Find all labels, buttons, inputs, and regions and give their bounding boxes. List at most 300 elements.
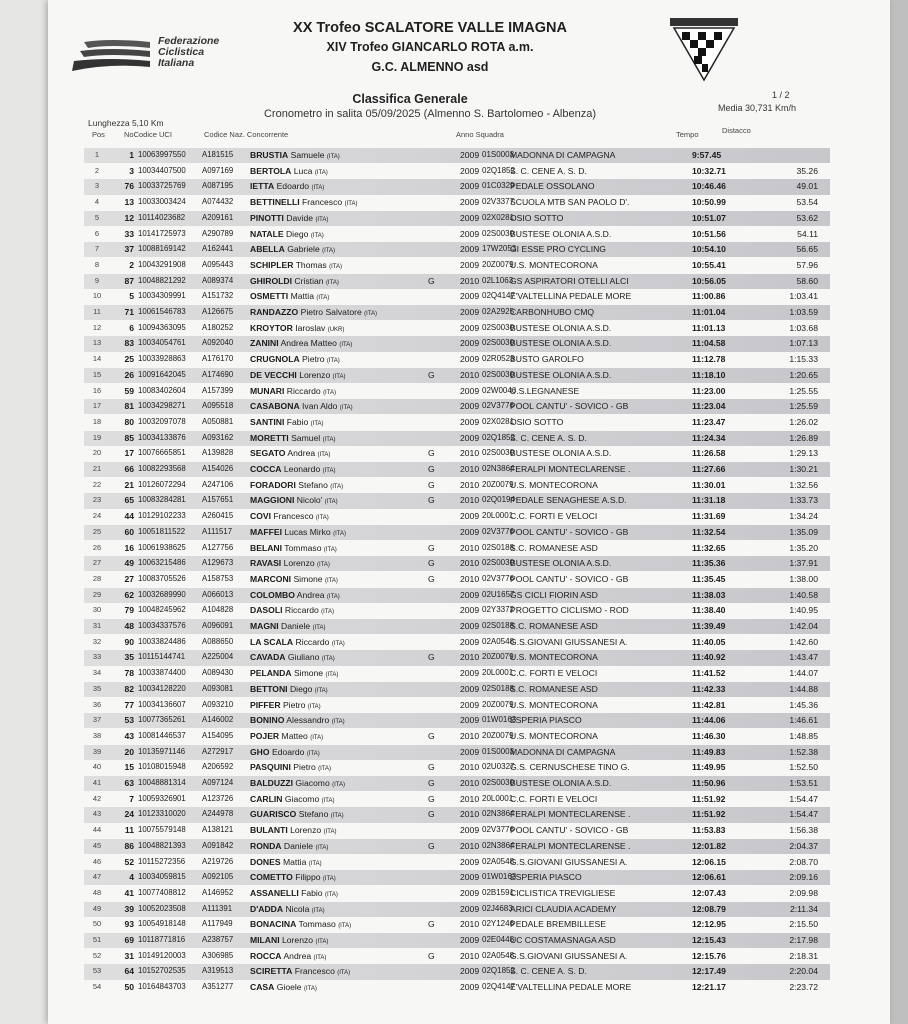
cell-uci-code: 10033874400: [138, 668, 186, 678]
cell-gap: 1:52.50: [789, 762, 818, 773]
table-row: [84, 839, 830, 854]
competitor-nationality: (ITA): [339, 342, 353, 349]
competitor-surname: BRUSTIA: [250, 150, 289, 160]
competitor-surname: POJER: [250, 730, 280, 741]
competitor-surname: MUNARI: [250, 385, 285, 396]
competitor-first-name: Iaroslav: [295, 322, 328, 333]
cell-competitor: [250, 857, 450, 867]
cell-year: 2009: [460, 244, 480, 255]
table-row: [84, 289, 830, 304]
cell-time: 10:46.46: [692, 181, 726, 192]
competitor-nationality: (ITA): [310, 420, 324, 427]
cell-position: 10: [92, 291, 102, 301]
cell-position: 9: [94, 275, 100, 285]
cell-gap: 1:03.68: [789, 322, 818, 333]
competitor-surname: ZANINI: [250, 338, 279, 349]
cell-team-code: 02V3776: [482, 401, 515, 411]
table-row: [84, 619, 830, 634]
table-row: [84, 179, 830, 194]
cell-national-code: A306985: [202, 950, 234, 960]
cell-time: 11:50.96: [692, 778, 726, 788]
cell-competitor: [250, 684, 450, 694]
cell-team-code: 02X0281: [482, 416, 515, 426]
cell-competitor: [250, 213, 450, 223]
cell-uci-code: 10054918148: [138, 919, 186, 929]
cell-time: 11:44.06: [692, 715, 726, 726]
competitor-first-name: Andrea: [296, 589, 327, 600]
cell-year: 2009: [460, 605, 480, 616]
cell-national-code: A093081: [202, 683, 234, 693]
cell-time: 11:42.33: [692, 683, 726, 694]
federation-line-1: Federazione: [158, 35, 220, 47]
table-row: [84, 807, 830, 822]
cell-position: 44: [92, 825, 102, 835]
cell-national-code: A093162: [202, 432, 234, 442]
table-row: [84, 760, 830, 775]
competitor-first-name: Lucas Mirko: [284, 526, 334, 537]
competitor-nationality: (ITA): [311, 907, 325, 914]
cell-time: 10:51.07: [692, 212, 726, 223]
competitor-first-name: Lorenzo: [283, 558, 318, 569]
cell-bib-number: 80: [124, 416, 134, 427]
competitor-surname: MILANI: [250, 935, 280, 945]
cell-national-code: A129673: [202, 558, 234, 568]
competitor-nationality: (ITA): [330, 813, 344, 820]
cell-time: 10:55.41: [692, 259, 726, 270]
cell-uci-code: 10135971146: [138, 746, 186, 756]
cell-national-code: A154095: [202, 730, 234, 740]
cell-bib-number: 6: [129, 322, 134, 333]
cell-year: 2009: [460, 401, 480, 412]
competitor-first-name: Nicola: [285, 903, 312, 914]
column-header-pos: Pos: [92, 130, 105, 139]
cell-competitor: [250, 794, 450, 804]
cell-position: 33: [92, 652, 102, 662]
cell-national-code: A066013: [202, 589, 234, 599]
competitor-nationality: (ITA): [303, 986, 317, 993]
cell-time: 12:06.15: [692, 856, 726, 867]
cell-year: 2009: [460, 354, 480, 365]
cell-team-code: 20Z0079: [482, 730, 514, 740]
cell-team-name: BUSTO GAROLFO: [510, 354, 584, 365]
cell-bib-number: 44: [124, 511, 134, 522]
cell-national-code: A154026: [202, 464, 234, 473]
cell-position: 22: [92, 479, 102, 489]
competitor-nationality: (ITA): [333, 530, 346, 537]
competitor-surname: CAVADA: [250, 652, 286, 663]
competitor-nationality: (ITA): [323, 829, 337, 836]
cell-uci-code: 10082293568: [138, 464, 186, 473]
cell-uci-code: 10152702535: [138, 966, 186, 976]
competitor-nationality: (ITA): [325, 279, 339, 286]
cell-category: G: [428, 464, 435, 474]
cell-team-name: BUSTESE OLONIA A.S.D.: [510, 369, 612, 380]
cell-bib-number: 35: [124, 652, 134, 663]
competitor-surname: RONDA: [250, 840, 282, 851]
competitor-nationality: (ITA): [316, 295, 330, 302]
column-header-year-team: Anno Squadra: [456, 130, 504, 139]
cell-gap: 1:32.56: [789, 479, 818, 490]
cell-competitor: [250, 197, 450, 207]
table-row: [84, 415, 830, 430]
cell-gap: 1:33.73: [789, 495, 818, 506]
cell-category: G: [428, 275, 435, 286]
cell-national-code: A260415: [202, 511, 234, 521]
cell-year: 2010: [460, 275, 480, 286]
cell-position: 37: [92, 715, 102, 725]
cell-bib-number: 81: [124, 401, 134, 412]
cell-gap: 2:17.98: [789, 935, 818, 945]
cell-bib-number: 27: [124, 573, 134, 584]
cell-competitor: [250, 495, 450, 505]
competitor-nationality: (ITA): [322, 468, 336, 474]
cell-uci-code: 10081446537: [138, 730, 186, 740]
competitor-nationality: (UKR): [327, 326, 345, 333]
cell-year: 2010: [460, 573, 480, 584]
cell-uci-code: 10034309991: [138, 291, 186, 301]
competitor-surname: GUARISCO: [250, 809, 297, 820]
cell-team-code: 02B1591: [482, 887, 515, 897]
competitor-surname: BALDUZZI: [250, 778, 293, 788]
competitor-surname: COCCA: [250, 464, 282, 474]
cell-year: 2009: [460, 416, 480, 427]
cell-team-code: 20L0001: [482, 793, 514, 803]
table-row: [84, 855, 830, 870]
cell-team-name: GI ESSE PRO CYCLING: [510, 244, 606, 255]
table-row: [84, 195, 830, 210]
cell-team-name: BUSTESE OLONIA A.S.D.: [510, 778, 612, 788]
cell-uci-code: 10034054761: [138, 338, 186, 348]
cell-team-code: 02Y1246: [482, 919, 515, 929]
cell-time: 12:01.82: [692, 840, 726, 851]
cell-position: 39: [92, 746, 102, 756]
cell-team-code: 20L0001: [482, 668, 514, 678]
competitor-surname: MAFFEI: [250, 526, 282, 537]
cell-year: 2009: [460, 511, 480, 522]
cell-time: 10:56.05: [692, 275, 726, 286]
cell-time: 9:57.45: [692, 150, 722, 160]
cell-competitor: [250, 433, 450, 443]
competitor-first-name: Riccardo: [284, 605, 322, 616]
cell-uci-code: 10108015948: [138, 762, 186, 772]
cell-team-code: 02R0523: [482, 354, 515, 364]
cell-competitor: [250, 668, 450, 678]
competitor-surname: BERTOLA: [250, 165, 292, 176]
table-row: [84, 980, 830, 995]
competitor-first-name: Davide: [286, 212, 316, 223]
cell-team-name: CICLISTICA TREVIGLIESE: [510, 887, 616, 898]
cell-team-name: MADONNA DI CAMPAGNA: [510, 150, 616, 160]
cell-uci-code: 10033824486: [138, 636, 186, 646]
competitor-surname: IETTA: [250, 181, 275, 192]
cell-gap: 54.11: [797, 228, 818, 239]
competitor-first-name: Ivan Aldo: [302, 401, 340, 412]
classification-title: Classifica Generale: [352, 92, 468, 106]
cell-team-name: POOL CANTU' - SOVICO - GB: [510, 825, 629, 836]
cell-team-code: 02S0030: [482, 369, 515, 379]
cell-gap: 57.96: [796, 259, 818, 270]
cell-time: 12:12.95: [692, 919, 726, 930]
table-row: [84, 509, 830, 524]
cell-national-code: A146002: [202, 715, 234, 725]
cell-bib-number: 39: [124, 903, 134, 914]
competitor-first-name: Diego: [285, 228, 311, 239]
cell-national-code: A089430: [202, 668, 234, 678]
cell-national-code: A146952: [202, 887, 234, 897]
cell-bib-number: 41: [124, 887, 134, 898]
cell-team-code: 01S0003: [482, 150, 515, 159]
table-row: [84, 525, 830, 540]
cell-team-name: UC COSTAMASNAGA ASD: [510, 935, 616, 945]
cell-team-name: ESPERIA PIASCO: [510, 715, 582, 726]
cell-year: 2009: [460, 165, 480, 176]
cell-competitor: [250, 747, 450, 757]
cell-position: 24: [92, 511, 102, 521]
competitor-first-name: Andrea: [287, 448, 318, 459]
cell-team-code: 17W2053: [482, 244, 517, 254]
cell-competitor: [250, 841, 450, 851]
cell-bib-number: 48: [124, 621, 134, 631]
competitor-first-name: Lorenzo: [299, 369, 333, 380]
cell-uci-code: 10034136607: [138, 699, 186, 709]
cell-team-name: CARBONHUBO CMQ: [510, 307, 595, 317]
cell-competitor: [250, 338, 450, 348]
cell-bib-number: 86: [124, 840, 134, 851]
cell-time: 11:49.95: [692, 762, 726, 773]
cell-time: 11:27.66: [692, 464, 726, 474]
cell-year: 2010: [460, 840, 480, 851]
cell-team-name: ESPERIA PIASCO: [510, 872, 582, 883]
cell-team-name: U.S. MONTECORONA: [510, 479, 598, 490]
cell-position: 11: [93, 307, 101, 316]
cell-position: 20: [92, 448, 102, 458]
cell-gap: 1:26.02: [789, 416, 818, 427]
cell-uci-code: 10149120003: [138, 950, 186, 960]
competitor-nationality: (ITA): [337, 970, 351, 977]
competitor-surname: DONES: [250, 856, 281, 867]
cell-position: 23: [92, 495, 102, 505]
cell-national-code: A180252: [202, 322, 234, 332]
cell-national-code: A151732: [202, 291, 234, 301]
competitor-nationality: (ITA): [315, 939, 329, 945]
cell-time: 11:53.83: [692, 825, 726, 836]
cell-national-code: A097124: [202, 778, 234, 787]
cell-position: 16: [92, 385, 102, 395]
cell-competitor: [250, 291, 450, 301]
cell-gap: 2:18.31: [789, 950, 818, 961]
cell-bib-number: 49: [124, 558, 134, 569]
competitor-surname: MARCONI: [250, 573, 292, 584]
cell-gap: 35.26: [796, 165, 818, 176]
cell-gap: 2:09.98: [789, 887, 818, 898]
cell-competitor: [250, 919, 450, 929]
cell-team-code: 02V3776: [482, 825, 515, 835]
competitor-surname: COVI: [250, 511, 272, 522]
cell-national-code: A206592: [202, 762, 234, 772]
cell-competitor: [250, 982, 450, 992]
competitor-first-name: Tommaso: [284, 542, 324, 553]
competitor-first-name: Stefano: [298, 809, 331, 820]
cell-team-name: POOL CANTU' - SOVICO - GB: [510, 401, 629, 412]
cell-gap: 1:20.65: [789, 369, 818, 380]
cell-national-code: A104828: [202, 605, 234, 615]
cell-year: 2010: [460, 479, 480, 490]
cell-team-name: G.S.GIOVANI GIUSSANESI A.: [510, 856, 628, 867]
cell-team-code: 01W0163: [482, 872, 517, 882]
cell-time: 11:39.49: [692, 621, 726, 631]
competitor-nationality: (ITA): [308, 860, 322, 867]
cell-bib-number: 65: [124, 495, 134, 506]
cell-year: 2009: [460, 589, 480, 600]
cell-uci-code: 10077365261: [138, 715, 186, 725]
cell-year: 2009: [460, 432, 480, 443]
table-row: [84, 588, 830, 603]
cell-year: 2009: [460, 683, 480, 694]
cell-bib-number: 11: [124, 825, 134, 836]
cell-team-name: SCUOLA MTB SAN PAOLO D'.: [510, 197, 630, 208]
cell-national-code: A111391: [202, 903, 233, 913]
cell-bib-number: 52: [124, 856, 134, 867]
cell-year: 2010: [460, 809, 480, 820]
cell-time: 10:50.99: [692, 197, 726, 208]
cell-position: 4: [94, 197, 100, 207]
cell-team-name: PEDALE SENAGHESE A.S.D.: [510, 495, 627, 506]
cell-bib-number: 71: [124, 307, 134, 317]
cell-position: 36: [92, 699, 102, 709]
cell-team-name: S. C. CENE A. S. D.: [510, 165, 587, 176]
cell-uci-code: 10115144741: [138, 652, 186, 662]
cell-bib-number: 90: [124, 636, 134, 647]
cell-gap: 1:35.20: [789, 542, 818, 553]
cell-uci-code: 10063997550: [138, 150, 186, 159]
cell-competitor: [250, 244, 450, 254]
cell-team-name: BUSTESE OLONIA A.S.D.: [510, 448, 612, 459]
competitor-first-name: Simone: [293, 668, 326, 679]
cell-bib-number: 25: [124, 354, 134, 365]
cell-position: 19: [92, 432, 102, 442]
cell-team-code: 20Z0079: [482, 652, 514, 662]
cell-gap: 2:15.50: [789, 919, 818, 930]
cell-year: 2010: [460, 464, 480, 474]
cell-bib-number: 43: [124, 730, 134, 741]
competitor-surname: FORADORI: [250, 479, 296, 490]
cell-time: 10:51.56: [692, 228, 726, 239]
table-row: [84, 478, 830, 493]
cell-year: 2009: [460, 291, 480, 302]
cell-uci-code: 10051811522: [138, 526, 186, 536]
competitor-nationality: (ITA): [311, 185, 325, 192]
cell-national-code: A247106: [202, 479, 234, 489]
competitor-surname: MAGGIONI: [250, 495, 295, 506]
cell-competitor: [250, 621, 450, 631]
cell-bib-number: 13: [124, 197, 134, 208]
competitor-surname: DASOLI: [250, 605, 283, 616]
title-organizer: G.C. ALMENNO asd: [371, 60, 489, 74]
cell-position: 14: [92, 354, 102, 364]
cell-year: 2009: [460, 935, 480, 945]
competitor-surname: CASABONA: [250, 401, 300, 412]
cell-national-code: A096091: [202, 621, 234, 630]
cell-year: 2009: [460, 212, 480, 223]
cell-uci-code: 10077408812: [138, 887, 186, 897]
cell-year: 2009: [460, 872, 480, 883]
cell-team-code: 02U0327: [482, 762, 515, 772]
cell-bib-number: 60: [124, 526, 134, 537]
cell-gap: 1:03.41: [789, 291, 818, 302]
cell-year: 2009: [460, 903, 480, 914]
cell-uci-code: 10052023508: [138, 903, 186, 913]
cell-team-code: 02A0548: [482, 636, 515, 646]
cell-uci-code: 10083402604: [138, 385, 186, 395]
cell-gap: 1:45.36: [789, 699, 818, 710]
competitor-nationality: (ITA): [339, 405, 353, 412]
cell-position: 17: [92, 401, 102, 411]
cell-year: 2010: [460, 369, 480, 380]
cell-position: 46: [92, 856, 102, 866]
cell-gap: 1:43.47: [789, 652, 818, 663]
cell-time: 12:15.76: [692, 950, 726, 961]
competitor-first-name: Cristian: [294, 275, 326, 286]
cell-gap: 1:35.09: [789, 526, 818, 537]
cell-national-code: A162441: [202, 244, 234, 254]
competitor-surname: BONACINA: [250, 919, 297, 930]
cell-team-name: MADONNA DI CAMPAGNA: [510, 746, 616, 757]
cell-competitor: [250, 464, 450, 474]
cell-national-code: A244978: [202, 809, 234, 819]
cell-uci-code: 10115272356: [138, 856, 186, 866]
table-row: [84, 603, 830, 618]
cell-position: 49: [92, 903, 102, 913]
cell-gap: 1:40.95: [789, 605, 818, 616]
cell-team-name: PEDALE BREMBILLESE: [510, 919, 607, 930]
competitor-first-name: Pietro: [302, 354, 327, 365]
cell-year: 2009: [460, 982, 480, 993]
cell-uci-code: 10164843703: [138, 982, 186, 992]
cell-gap: 49.01: [796, 181, 818, 192]
cell-team-name: BUSTESE OLONIA A.S.D.: [510, 338, 612, 349]
background-surface: [0, 0, 48, 1024]
cell-team-code: 02S0030: [482, 558, 515, 568]
competitor-nationality: (ITA): [321, 656, 335, 663]
table-row: [84, 164, 830, 179]
cell-time: 12:08.79: [692, 903, 726, 914]
competitor-surname: CARLIN: [250, 793, 283, 804]
cell-bib-number: 93: [124, 919, 134, 930]
cell-position: 52: [92, 950, 102, 960]
competitor-surname: BETTONI: [250, 683, 288, 694]
competitor-surname: BETTINELLI: [250, 197, 300, 208]
competitor-first-name: Diego: [289, 683, 315, 694]
cell-gap: 1:15.33: [789, 354, 818, 365]
table-row: [84, 227, 830, 242]
cell-gap: 1:37.91: [789, 558, 818, 569]
cell-year: 2009: [460, 715, 480, 726]
cell-national-code: A095443: [202, 259, 234, 269]
cell-time: 11:49.83: [692, 746, 726, 757]
cell-bib-number: 15: [124, 762, 134, 773]
cell-time: 11:40.92: [692, 652, 726, 663]
competitor-surname: ABELLA: [250, 244, 285, 255]
competitor-first-name: Riccardo: [286, 385, 324, 396]
cell-bib-number: 78: [124, 668, 134, 679]
cell-position: 27: [92, 558, 102, 568]
cell-uci-code: 10126072294: [138, 479, 186, 489]
competitor-nationality: (ITA): [322, 876, 336, 883]
cell-uci-code: 10123310020: [138, 809, 186, 819]
cell-position: 51: [92, 935, 102, 944]
cell-team-code: 02X0281: [482, 212, 515, 222]
cell-uci-code: 10034298271: [138, 401, 186, 411]
